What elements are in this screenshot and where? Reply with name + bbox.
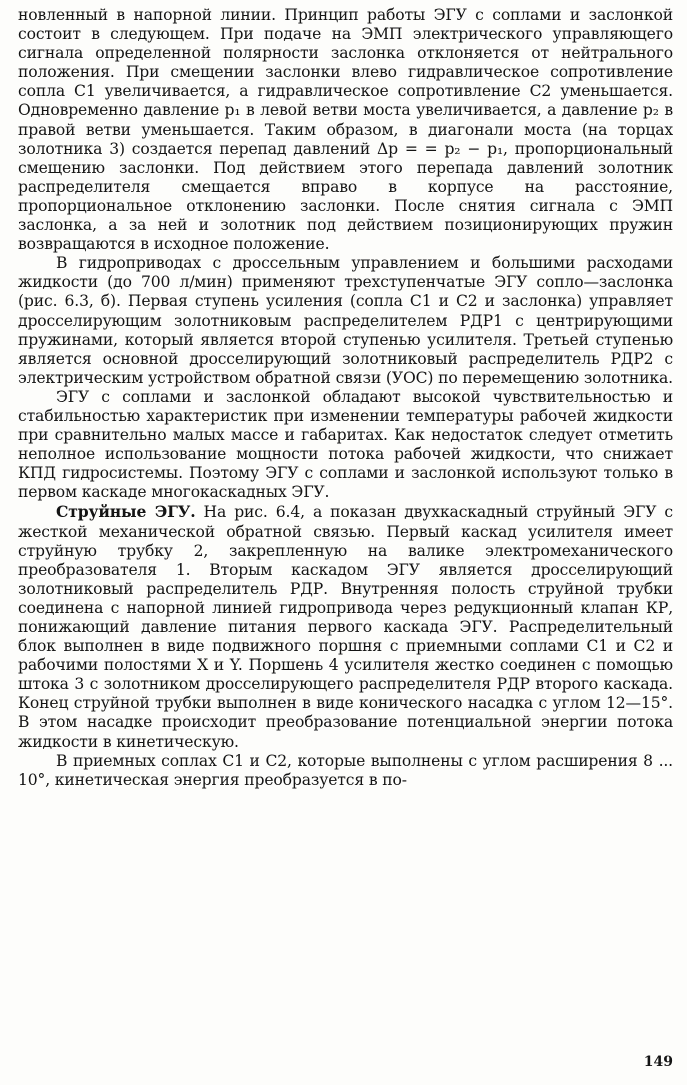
paragraph-3-text: ЭГУ с соплами и заслонкой обладают высокой чувствительностью и стабильностью характеристик при изменении температуры рабочей жидкости при сравнительно малых массе и габаритах. Как недостаток следует отметить неполное использование мощности потока рабочей жидкости, что снижает КПД гидросистемы. Поэтому ЭГУ с соплами и заслонкой используют только в первом каскаде многокаскадных ЭГУ. — [18, 387, 673, 502]
paragraph-1-text: новленный в напорной линии. Принцип работы ЭГУ с соплами и заслонкой состоит в следующем. При подаче на ЭМП электрического управляющего сигнала определенной полярности заслонка отклоняется от нейтрального положения. При смещении заслонки влево гидравлическое сопротивление сопла С1 увеличивается, а гидравлическое сопротивление С2 уменьшается. Одновременно давление p₁ в левой ветви моста увеличивается, а давление p₂ в правой ветви уменьшается. Таким образом, в диагонали моста (на торцах золотника 3) создается перепад давлений Δp = = p₂ − p₁, пропорциональный смещению заслонки. Под действием этого перепада давлений золотник распределителя смещается вправо в корпусе на расстояние, пропорциональное отклонению заслонки. После снятия сигнала с ЭМП заслонка, а за ней и золотник под действием позиционирующих пружин возвращаются в исходное положение. — [18, 6, 673, 254]
paragraph-5 — [18, 752, 673, 790]
paragraph-3 — [18, 388, 673, 503]
page-number: 149 — [643, 1054, 673, 1070]
paragraph-2 — [18, 254, 673, 388]
paragraph-5-text: В приемных соплах С1 и С2, которые выполнены с углом расширения 8 ... 10°, кинетическая энергия преобразуется в по- — [18, 751, 673, 789]
paragraph-2-text: В гидроприводах с дроссельным управлением и большими расходами жидкости (до 700 л/мин) применяют трехступенчатые ЭГУ сопло—заслонка (рис. 6.3, б). Первая ступень усиления (сопла С1 и С2 и заслонка) управляет дросселирующим золотниковым распределителем РДР1 с центрирующими пружинами, который является второй ступенью усилителя. Третьей ступенью является основной дросселирующий золотниковый распределитель РДР2 с электрическим устройством обратной связи (УОС) по перемещению золотника. — [18, 254, 673, 387]
section-heading-jet-egu: Струйные ЭГУ. — [56, 502, 196, 522]
paragraph-1 — [18, 6, 673, 254]
paragraph-4 — [18, 502, 673, 751]
body-text — [18, 6, 673, 790]
paragraph-4-text: На рис. 6.4, а показан двухкаскадный струйный ЭГУ с жесткой механической обратной связью. Первый каскад усилителя имеет струйную трубку 2, закрепленную на валике электромеханического преобразователя 1. Вторым каскадом ЭГУ является дросселирующий золотниковый распределитель РДР. Внутренняя полость струйной трубки соединена с напорной линией гидропривода через редукционный клапан КР, понижающий давление питания первого каскада ЭГУ. Распределительный блок выполнен в виде подвижного поршня с приемными соплами С1 и С2 и рабочими полостями X и Y. Поршень 4 усилителя жестко соединен с помощью штока 3 с золотником дросселирующего распределителя РДР второго каскада. Конец струйной трубки выполнен в виде конического насадка с углом 12—15°. В этом насадке происходит преобразование потенциальной энергии потока жидкости в кинетическую. — [18, 503, 673, 751]
